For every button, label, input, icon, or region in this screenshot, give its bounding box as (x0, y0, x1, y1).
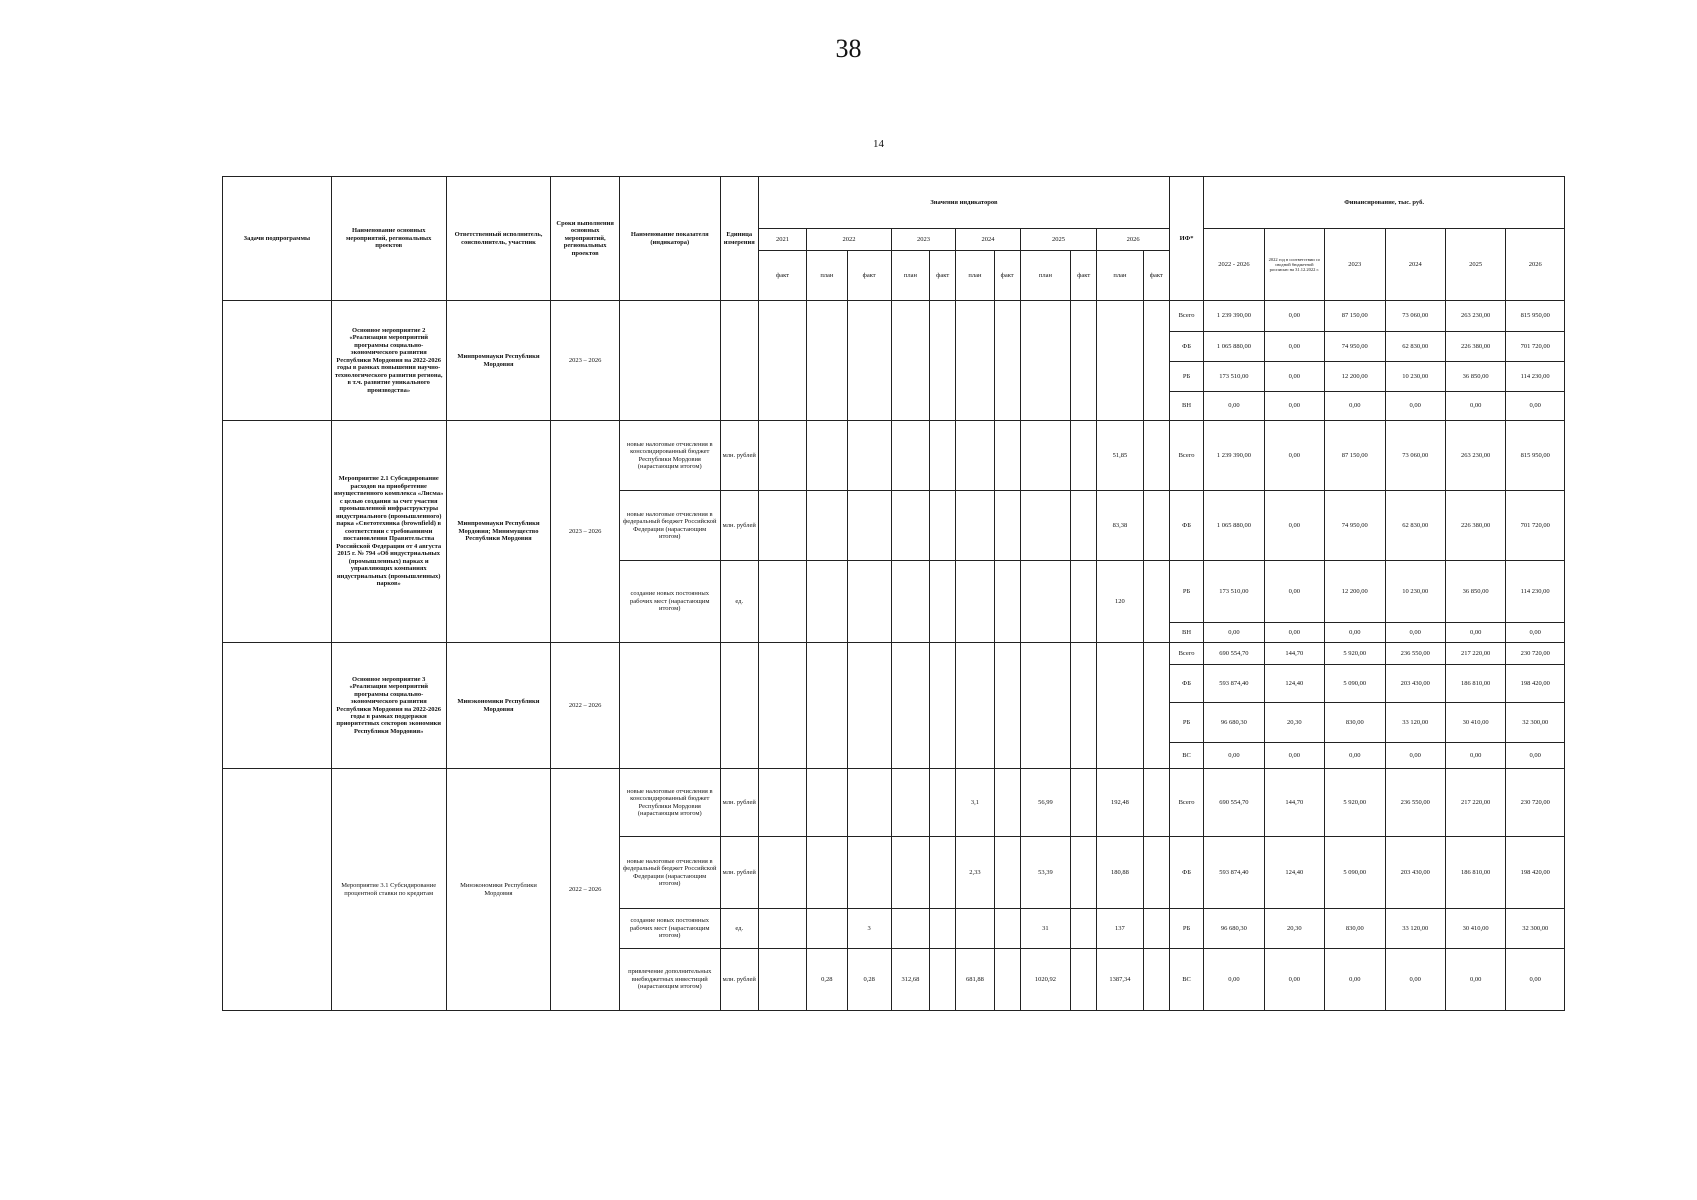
year-2023: 2023 (891, 229, 955, 251)
fin-value: 87 150,00 (1325, 421, 1385, 491)
program-table (222, 176, 1565, 1011)
fin-value: 10 230,00 (1385, 362, 1445, 392)
fin-source: ФБ (1169, 491, 1203, 561)
header-task: Задачи подпрограммы (223, 177, 332, 301)
fin-value: 0,00 (1506, 743, 1565, 769)
fin-value: 0,00 (1264, 421, 1324, 491)
fin-value: 144,70 (1264, 769, 1324, 837)
header-activities: Наименование основных мероприятий, региональных проектов (331, 177, 446, 301)
fact-label: факт (994, 251, 1020, 301)
fin-value: 217 220,00 (1445, 643, 1505, 665)
fin-value: 0,00 (1264, 623, 1324, 643)
fin-value: 186 810,00 (1445, 665, 1505, 703)
fact-label: факт (930, 251, 956, 301)
indicator-value: 31 (1020, 909, 1070, 949)
activity-name: Мероприятие 3.1 Субсидирование процентной ставки по кредитам (331, 769, 446, 1011)
header-source: ИФ* (1169, 177, 1203, 301)
task-cell (223, 301, 332, 421)
fin-col-total: 2022 - 2026 (1204, 229, 1264, 301)
fin-value: 0,00 (1264, 362, 1324, 392)
fin-value: 690 554,70 (1204, 643, 1264, 665)
fin-value: 0,00 (1445, 743, 1505, 769)
fin-value: 73 060,00 (1385, 421, 1445, 491)
indicator-name: новые налоговые отчисления в федеральный бюджет Российской Федерации (нарастающим итогом) (619, 837, 720, 909)
fin-source: РБ (1169, 561, 1203, 623)
fin-value: 73 060,00 (1385, 301, 1445, 332)
activity-period: 2023 – 2026 (551, 301, 620, 421)
fin-value: 5 920,00 (1325, 643, 1385, 665)
task-cell (223, 643, 332, 769)
task-cell (223, 421, 332, 643)
fin-value: 815 950,00 (1506, 421, 1565, 491)
fin-value: 236 550,00 (1385, 643, 1445, 665)
fin-source: ВН (1169, 392, 1203, 421)
plan-label: план (956, 251, 994, 301)
fin-value: 87 150,00 (1325, 301, 1385, 332)
fin-source: Всего (1169, 643, 1203, 665)
year-2021: 2021 (758, 229, 806, 251)
plan-label: план (1020, 251, 1070, 301)
fin-source: ФБ (1169, 332, 1203, 362)
fin-value: 701 720,00 (1506, 491, 1565, 561)
year-2026: 2026 (1097, 229, 1170, 251)
fin-col-2025: 2025 (1445, 229, 1505, 301)
fin-value: 96 680,30 (1204, 909, 1264, 949)
indicator-value: 681,88 (956, 949, 994, 1011)
indicator-value: 56,99 (1020, 769, 1070, 837)
indicator-unit: млн. рублей (720, 769, 758, 837)
fin-value: 230 720,00 (1506, 643, 1565, 665)
fin-value: 0,00 (1264, 332, 1324, 362)
indicator-value: 53,39 (1020, 837, 1070, 909)
fin-value: 263 230,00 (1445, 301, 1505, 332)
plan-label: план (1097, 251, 1143, 301)
fin-value: 830,00 (1325, 703, 1385, 743)
activity-period: 2023 – 2026 (551, 421, 620, 643)
fin-source: РБ (1169, 362, 1203, 392)
indicator-unit: млн. рублей (720, 837, 758, 909)
fin-value: 124,40 (1264, 837, 1324, 909)
fin-value: 1 239 390,00 (1204, 421, 1264, 491)
fin-value: 0,00 (1445, 392, 1505, 421)
fin-value: 124,40 (1264, 665, 1324, 703)
indicator-name: создание новых постоянных рабочих мест (нарастающим итогом) (619, 561, 720, 643)
header-period: Сроки выполнения основных мероприятий, региональных проектов (551, 177, 620, 301)
activity-executor: Минпромнауки Республики Мордовия (446, 301, 551, 421)
fin-value: 173 510,00 (1204, 362, 1264, 392)
fin-value: 0,00 (1325, 392, 1385, 421)
indicator-value: 83,38 (1097, 491, 1143, 561)
plan-label: план (891, 251, 929, 301)
fin-value: 74 950,00 (1325, 491, 1385, 561)
indicator-value: 2,33 (956, 837, 994, 909)
fin-value: 0,00 (1445, 623, 1505, 643)
header-executor: Ответственный исполнитель, соисполнитель, участник (446, 177, 551, 301)
fin-value: 203 430,00 (1385, 837, 1445, 909)
fin-value: 203 430,00 (1385, 665, 1445, 703)
fin-value: 701 720,00 (1506, 332, 1565, 362)
fin-value: 0,00 (1204, 949, 1264, 1011)
header-indicator-values: Значения индикаторов (758, 177, 1169, 229)
fin-value: 830,00 (1325, 909, 1385, 949)
fin-value: 0,00 (1204, 392, 1264, 421)
fin-value: 198 420,00 (1506, 837, 1565, 909)
fin-value: 0,00 (1204, 623, 1264, 643)
fin-value: 230 720,00 (1506, 769, 1565, 837)
indicator-value: 312,68 (891, 949, 929, 1011)
fin-value: 1 239 390,00 (1204, 301, 1264, 332)
fin-value: 74 950,00 (1325, 332, 1385, 362)
fin-value: 0,00 (1385, 949, 1445, 1011)
fin-source: Всего (1169, 301, 1203, 332)
fin-source: ВС (1169, 743, 1203, 769)
activity-executor: Минэкономики Республики Мордовия (446, 643, 551, 769)
fin-value: 1 065 880,00 (1204, 491, 1264, 561)
indicator-name: новые налоговые отчисления в федеральный бюджет Российской Федерации (нарастающим итогом) (619, 491, 720, 561)
indicator-unit: ед. (720, 561, 758, 643)
fin-value: 0,00 (1264, 561, 1324, 623)
fin-value: 0,00 (1506, 392, 1565, 421)
fin-col-2026: 2026 (1506, 229, 1565, 301)
indicator-value: 120 (1097, 561, 1143, 643)
fin-source: ФБ (1169, 665, 1203, 703)
indicator-unit: млн. рублей (720, 421, 758, 491)
fin-value: 0,00 (1264, 949, 1324, 1011)
fin-col-2022: 2022 год в соответствии со сводной бюджетной росписью на 31.12.2022 г. (1264, 229, 1324, 301)
fin-value: 1 065 880,00 (1204, 332, 1264, 362)
activity-executor: Минпромнауки Республики Мордовия; Минимущество Республики Мордовия (446, 421, 551, 643)
fin-value: 236 550,00 (1385, 769, 1445, 837)
plan-label: план (807, 251, 847, 301)
fin-value: 12 200,00 (1325, 561, 1385, 623)
indicator-cell (619, 643, 720, 769)
fin-value: 5 090,00 (1325, 837, 1385, 909)
header-unit: Единица измерения (720, 177, 758, 301)
page-number: 38 (835, 34, 862, 63)
task-cell (223, 769, 332, 1011)
unit-cell (720, 301, 758, 421)
fin-value: 114 230,00 (1506, 362, 1565, 392)
indicator-value: 180,88 (1097, 837, 1143, 909)
fin-value: 690 554,70 (1204, 769, 1264, 837)
fin-value: 20,30 (1264, 703, 1324, 743)
fin-col-2024: 2024 (1385, 229, 1445, 301)
indicator-value: 0,28 (847, 949, 891, 1011)
indicator-unit: ед. (720, 909, 758, 949)
indicator-name: новые налоговые отчисления в консолидированный бюджет Республики Мордовия (нарастающим итогом) (619, 421, 720, 491)
fin-value: 198 420,00 (1506, 665, 1565, 703)
fin-value: 32 300,00 (1506, 703, 1565, 743)
fact-label: факт (847, 251, 891, 301)
fin-source: Всего (1169, 769, 1203, 837)
fin-value: 226 380,00 (1445, 491, 1505, 561)
fin-source: Всего (1169, 421, 1203, 491)
fin-value: 0,00 (1385, 743, 1445, 769)
year-2022: 2022 (807, 229, 892, 251)
fin-source: ФБ (1169, 837, 1203, 909)
fin-value: 36 850,00 (1445, 561, 1505, 623)
subpage-number: 14 (873, 138, 884, 150)
fin-value: 114 230,00 (1506, 561, 1565, 623)
fin-value: 144,70 (1264, 643, 1324, 665)
fin-value: 62 830,00 (1385, 332, 1445, 362)
year-2025: 2025 (1020, 229, 1097, 251)
fin-value: 33 120,00 (1385, 909, 1445, 949)
fin-value: 593 874,40 (1204, 837, 1264, 909)
activity-name: Основное мероприятие 3 «Реализация мероприятий программы социально-экономического развития Республики Мордовия на 2022-2026 годы в рамках поддержки приоритетных секторов экономики Республики Мордовия» (331, 643, 446, 769)
indicator-name: привлечение дополнительных внебюджетных инвестиций (нарастающим итогом) (619, 949, 720, 1011)
indicator-unit: млн. рублей (720, 491, 758, 561)
fin-value: 0,00 (1325, 949, 1385, 1011)
indicator-value: 0,28 (807, 949, 847, 1011)
fin-value: 186 810,00 (1445, 837, 1505, 909)
fin-value: 0,00 (1325, 623, 1385, 643)
fact-label: факт (1143, 251, 1169, 301)
indicator-value: 3,1 (956, 769, 994, 837)
indicator-value: 1020,92 (1020, 949, 1070, 1011)
fin-source: РБ (1169, 703, 1203, 743)
fin-value: 226 380,00 (1445, 332, 1505, 362)
fin-value: 30 410,00 (1445, 909, 1505, 949)
fin-value: 62 830,00 (1385, 491, 1445, 561)
indicator-value: 51,85 (1097, 421, 1143, 491)
activity-name: Мероприятие 2.1 Субсидирование расходов на приобретение имущественного комплекса «Лисма» с целью создания за счет участия промышленной инфраструктуры индустриального (промышленного) парка «Светотехника (brownfield) в соответствии с требованиями постановления Правительства Российской Федерации от 4 августа 2015 г. № 794 «Об индустриальных (промышленных) парках и управляющих компаниях индустриальных (промышленных) парков» (331, 421, 446, 643)
indicator-value: 1387,34 (1097, 949, 1143, 1011)
fin-source: РБ (1169, 909, 1203, 949)
indicator-name: создание новых постоянных рабочих мест (нарастающим итогом) (619, 909, 720, 949)
header-financing: Финансирование, тыс. руб. (1204, 177, 1565, 229)
fin-value: 0,00 (1264, 392, 1324, 421)
fin-value: 10 230,00 (1385, 561, 1445, 623)
fin-value: 0,00 (1264, 743, 1324, 769)
fin-value: 0,00 (1264, 301, 1324, 332)
fin-value: 263 230,00 (1445, 421, 1505, 491)
fin-value: 5 920,00 (1325, 769, 1385, 837)
fin-value: 5 090,00 (1325, 665, 1385, 703)
fin-value: 0,00 (1385, 392, 1445, 421)
indicator-value: 137 (1097, 909, 1143, 949)
fact-label: факт (758, 251, 806, 301)
fin-value: 0,00 (1506, 949, 1565, 1011)
fin-value: 0,00 (1385, 623, 1445, 643)
fin-col-2023: 2023 (1325, 229, 1385, 301)
fin-value: 36 850,00 (1445, 362, 1505, 392)
year-2024: 2024 (956, 229, 1020, 251)
indicator-unit: млн. рублей (720, 949, 758, 1011)
fin-value: 173 510,00 (1204, 561, 1264, 623)
fin-value: 20,30 (1264, 909, 1324, 949)
header-indicators: Наименование показателя (индикатора) (619, 177, 720, 301)
activity-executor: Минэкономики Республики Мордовия (446, 769, 551, 1011)
unit-cell (720, 643, 758, 769)
fin-value: 12 200,00 (1325, 362, 1385, 392)
fin-value: 30 410,00 (1445, 703, 1505, 743)
fact-label: факт (1071, 251, 1097, 301)
fin-value: 815 950,00 (1506, 301, 1565, 332)
fin-value: 0,00 (1264, 491, 1324, 561)
indicator-cell (619, 301, 720, 421)
fin-value: 217 220,00 (1445, 769, 1505, 837)
fin-value: 0,00 (1445, 949, 1505, 1011)
activity-name: Основное мероприятие 2 «Реализация мероприятий программы социально-экономического развития Республики Мордовия на 2022-2026 годы в рамках повышения научно-технологического развития региона, в т.ч. развитие уникального производства» (331, 301, 446, 421)
indicator-value: 3 (847, 909, 891, 949)
fin-source: ВН (1169, 623, 1203, 643)
fin-value: 96 680,30 (1204, 703, 1264, 743)
activity-period: 2022 – 2026 (551, 769, 620, 1011)
fin-source: ВС (1169, 949, 1203, 1011)
fin-value: 593 874,40 (1204, 665, 1264, 703)
fin-value: 0,00 (1506, 623, 1565, 643)
indicator-name: новые налоговые отчисления в консолидированный бюджет Республики Мордовия (нарастающим итогом) (619, 769, 720, 837)
activity-period: 2022 – 2026 (551, 643, 620, 769)
fin-value: 0,00 (1325, 743, 1385, 769)
fin-value: 0,00 (1204, 743, 1264, 769)
fin-value: 33 120,00 (1385, 703, 1445, 743)
indicator-value: 192,48 (1097, 769, 1143, 837)
fin-value: 32 300,00 (1506, 909, 1565, 949)
